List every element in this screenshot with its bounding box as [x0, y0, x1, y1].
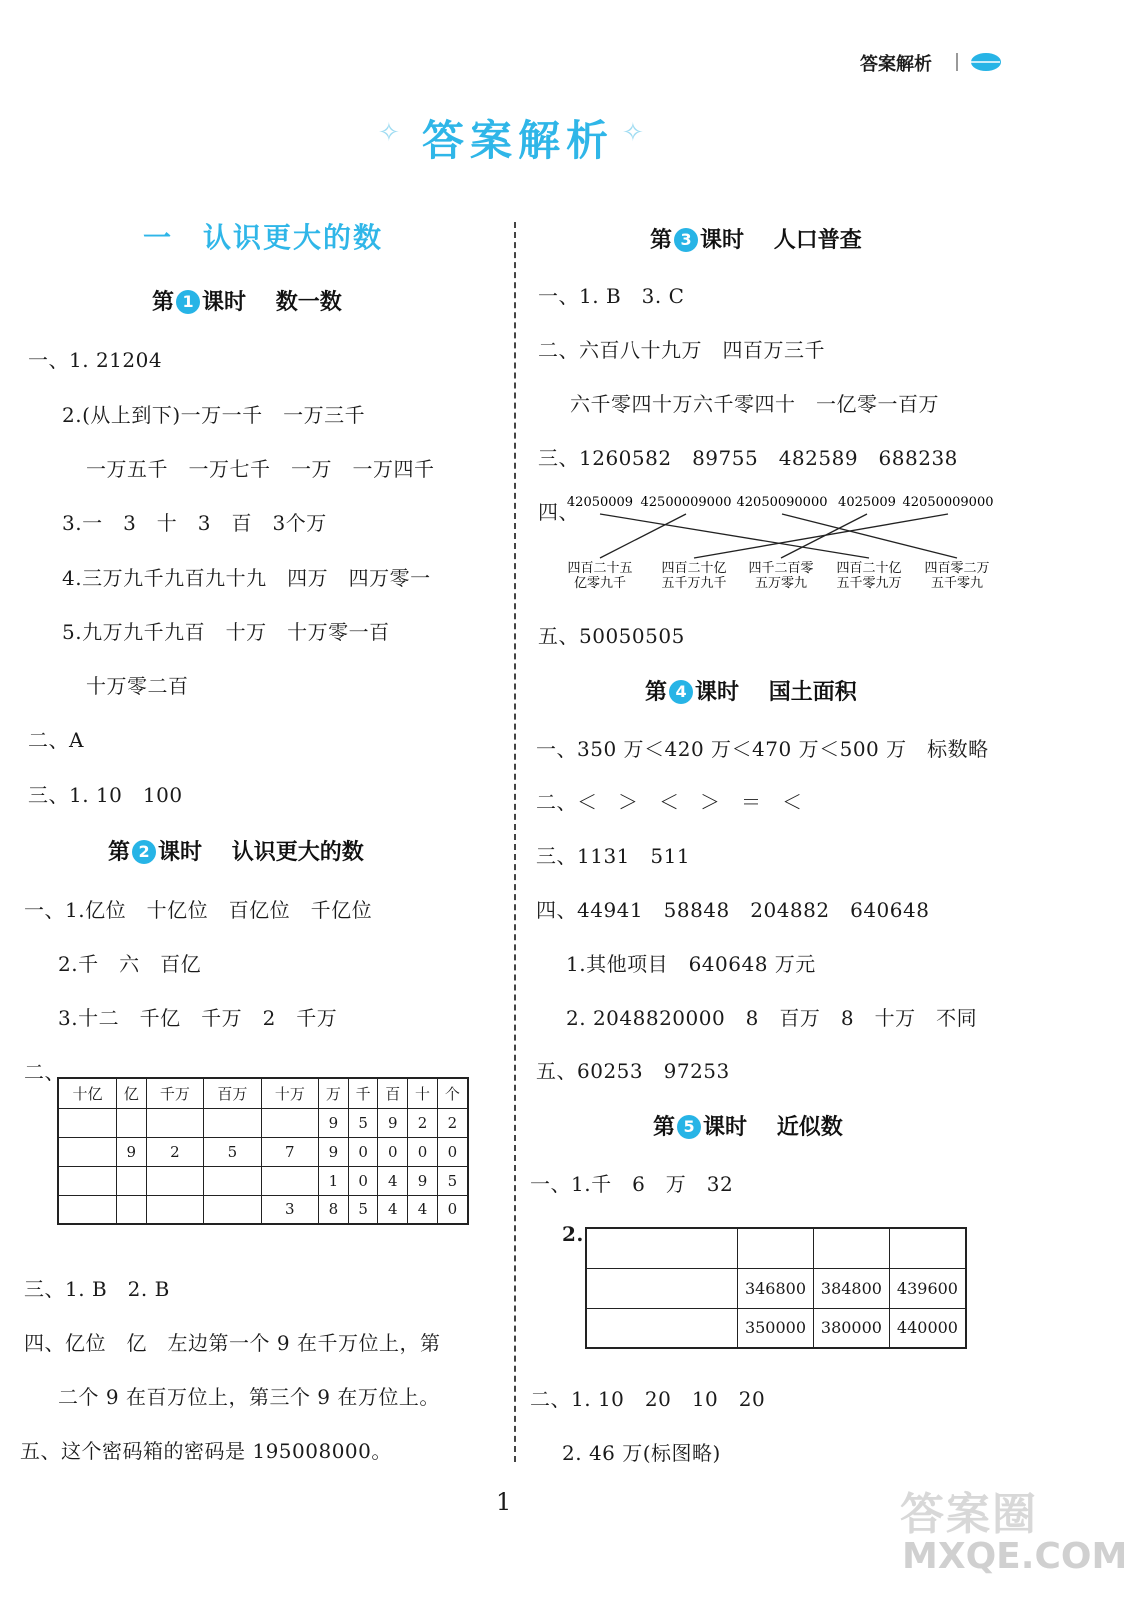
- answer-line: 一、1.亿位 十亿位 百亿位 千亿位: [24, 898, 373, 922]
- answer-line: 一、1. 21204: [28, 348, 163, 372]
- table-cell: [586, 1268, 738, 1308]
- lesson-name: 认识更大的数: [231, 840, 364, 865]
- lesson-number-badge: 1: [176, 290, 200, 314]
- table-header-cell: 万: [319, 1078, 349, 1108]
- answer-line: 五、50050505: [538, 624, 685, 648]
- answer-line: 3.十二 千亿 千万 2 千万: [58, 1006, 338, 1030]
- answer-line: 2.: [562, 1222, 584, 1246]
- table-cell: 0: [348, 1166, 378, 1195]
- table-cell: 380000: [813, 1308, 889, 1348]
- lesson-suffix: 课时: [202, 290, 247, 315]
- lesson-number-badge: 3: [674, 228, 698, 252]
- lesson-prefix: 第: [650, 228, 673, 253]
- table-cell: [58, 1137, 116, 1166]
- match-bottom-label: 四百二十亿: [836, 561, 902, 576]
- answer-line: 三、1131 511: [536, 844, 691, 868]
- lesson-name: 数一数: [275, 290, 342, 315]
- answer-line: 四、亿位 亿 左边第一个 9 在千万位上，第: [24, 1331, 441, 1355]
- watermark-logo: 答案圈: [900, 1489, 1038, 1540]
- answer-line: 三、1. B 2. B: [24, 1277, 170, 1301]
- match-bottom-label: 五千零九: [930, 576, 984, 591]
- lesson-5-heading: [653, 1110, 843, 1141]
- answer-line: 三、1260582 89755 482589 688238: [538, 446, 958, 470]
- table-cell: [116, 1166, 146, 1195]
- answer-line: 六千零四十万六千零四十 一亿零一百万: [570, 392, 939, 416]
- answer-line: 2. 2048820000 8 百万 8 十万 不同: [566, 1006, 978, 1030]
- table-cell: 2: [437, 1108, 468, 1137]
- page-number: 1: [496, 1488, 512, 1516]
- table-cell: 9: [408, 1166, 438, 1195]
- table-cell: [58, 1166, 116, 1195]
- table-cell: [146, 1166, 203, 1195]
- answer-line: 二、1. 10 20 10 20: [530, 1387, 766, 1411]
- table-cell: 7: [261, 1137, 318, 1166]
- approx-table: [585, 1227, 967, 1349]
- table-cell: 5: [348, 1195, 378, 1224]
- answer-line: 1.其他项目 640648 万元: [566, 952, 816, 976]
- lesson-suffix: 课时: [158, 840, 203, 865]
- lesson-4-heading: [645, 675, 857, 706]
- answer-line: 2. 46 万(标图略): [562, 1441, 721, 1465]
- table-cell: 440000: [889, 1308, 966, 1348]
- lesson-number-badge: 5: [677, 1115, 701, 1139]
- table-cell: [116, 1195, 146, 1224]
- lesson-number-badge: 4: [669, 680, 693, 704]
- unit-title: 一 认识更大的数: [143, 221, 384, 254]
- table-cell: 8: [319, 1195, 349, 1224]
- table-cell: 0: [408, 1137, 438, 1166]
- table-cell: 439600: [889, 1268, 966, 1308]
- match-bottom-label: 五万零九: [754, 576, 808, 591]
- table-row: [58, 1166, 468, 1195]
- match-bottom-label: 四百二十五: [567, 561, 633, 576]
- table-header-row: [58, 1078, 468, 1108]
- table-row: [586, 1228, 966, 1268]
- answer-line: 五、这个密码箱的密码是 195008000。: [20, 1439, 392, 1463]
- table-cell: [586, 1308, 738, 1348]
- answer-line: 二、: [24, 1060, 65, 1084]
- match-bottom-label: 亿零九千: [573, 576, 627, 591]
- lesson-suffix: 课时: [703, 1115, 748, 1140]
- lesson-suffix: 课时: [700, 228, 745, 253]
- table-cell: [58, 1108, 116, 1137]
- table-cell: 9: [378, 1108, 408, 1137]
- table-header-cell: 千: [348, 1078, 378, 1108]
- table-cell: [738, 1228, 814, 1268]
- match-bottom-label: 五千零九万: [836, 576, 902, 591]
- table-cell: 0: [348, 1137, 378, 1166]
- lesson-prefix: 第: [645, 680, 668, 705]
- table-row: [586, 1308, 966, 1348]
- table-header-cell: 百: [378, 1078, 408, 1108]
- table-cell: [58, 1195, 116, 1224]
- answer-line: 4.三万九千九百九十九 四万 四万零一: [62, 566, 431, 590]
- lesson-3-heading: [650, 223, 862, 254]
- answer-line: 5.九万九千九百 十万 十万零一百: [62, 620, 390, 644]
- table-cell: [146, 1108, 203, 1137]
- table-cell: [204, 1108, 261, 1137]
- answer-line: 一、1. B 3. C: [538, 284, 685, 308]
- table-cell: 346800: [738, 1268, 814, 1308]
- table-cell: [813, 1228, 889, 1268]
- answer-line: 五、60253 97253: [536, 1059, 730, 1083]
- table-row: [58, 1137, 468, 1166]
- table-cell: 2: [408, 1108, 438, 1137]
- table-row: [58, 1195, 468, 1224]
- table-cell: [889, 1228, 966, 1268]
- match-bottom-label: 四百二十亿: [661, 561, 727, 576]
- title-sparkle-right-icon: ✧: [622, 118, 644, 148]
- table-cell: 0: [378, 1137, 408, 1166]
- lesson-name: 国土面积: [768, 680, 857, 705]
- table-cell: 5: [348, 1108, 378, 1137]
- table-cell: 2: [146, 1137, 203, 1166]
- table-header-cell: 千万: [146, 1078, 203, 1108]
- lesson-number-badge: 2: [132, 840, 156, 864]
- page-title: 答案解析: [422, 116, 615, 165]
- answer-line: 二个 9 在百万位上，第三个 9 在万位上。: [58, 1385, 440, 1409]
- match-link-line: [782, 514, 957, 558]
- table-cell: [261, 1108, 318, 1137]
- table-header-cell: 百万: [204, 1078, 261, 1108]
- table-cell: 4: [378, 1166, 408, 1195]
- table-cell: [261, 1166, 318, 1195]
- table-header-cell: 个: [437, 1078, 468, 1108]
- lesson-prefix: 第: [108, 840, 131, 865]
- table-cell: 350000: [738, 1308, 814, 1348]
- table-header-cell: 十: [408, 1078, 438, 1108]
- table-cell: 9: [319, 1137, 349, 1166]
- lesson-1-heading: [152, 285, 342, 316]
- watermark-url: MXQE.COM: [902, 1536, 1127, 1577]
- match-bottom-label: 四百零二万: [924, 561, 990, 576]
- answer-line: 二、A: [28, 728, 84, 752]
- table-cell: 0: [437, 1195, 468, 1224]
- table-cell: 4: [408, 1195, 438, 1224]
- header-divider: [956, 53, 958, 71]
- match-top-label: 42500009000: [640, 495, 732, 510]
- table-header-cell: 十亿: [58, 1078, 116, 1108]
- table-cell: 9: [319, 1108, 349, 1137]
- match-top-label: 42050090000: [736, 495, 828, 510]
- answer-line: 一万五千 一万七千 一万 一万四千: [86, 457, 435, 481]
- answer-line: 一、1.千 6 万 32: [530, 1172, 734, 1196]
- table-cell: 4: [378, 1195, 408, 1224]
- answer-line: 四、44941 58848 204882 640648: [536, 898, 930, 922]
- table-cell: [586, 1228, 738, 1268]
- column-divider: [514, 222, 516, 1462]
- lesson-2-heading: [108, 835, 364, 866]
- table-cell: [146, 1195, 203, 1224]
- table-cell: 5: [204, 1137, 261, 1166]
- answer-line: 2.千 六 百亿: [58, 952, 202, 976]
- table-cell: 5: [437, 1166, 468, 1195]
- answer-line: 3.一 3 十 3 百 3个万: [62, 511, 327, 535]
- matching-diagram: [560, 490, 1000, 600]
- match-top-label: 4025009: [838, 495, 896, 510]
- table-cell: [116, 1108, 146, 1137]
- table-cell: 9: [116, 1137, 146, 1166]
- answer-line: 二、六百八十九万 四百万三千: [538, 338, 825, 362]
- header-leaf-icon: [962, 50, 1002, 74]
- table-cell: [204, 1166, 261, 1195]
- table-cell: 1: [319, 1166, 349, 1195]
- place-value-table: [57, 1077, 469, 1225]
- answer-line: 四、: [538, 500, 579, 524]
- running-header: 答案解析: [860, 54, 932, 75]
- answer-line: 一、350 万＜420 万＜470 万＜500 万 标数略: [536, 737, 989, 761]
- table-cell: 3: [261, 1195, 318, 1224]
- answer-line: 二、＜ ＞ ＜ ＞ ＝ ＜: [536, 790, 803, 814]
- lesson-name: 近似数: [776, 1115, 843, 1140]
- lesson-name: 人口普查: [773, 228, 862, 253]
- table-header-cell: 十万: [261, 1078, 318, 1108]
- table-cell: 0: [437, 1137, 468, 1166]
- answer-line: 2.(从上到下)一万一千 一万三千: [62, 403, 366, 427]
- lesson-prefix: 第: [653, 1115, 676, 1140]
- lesson-suffix: 课时: [695, 680, 740, 705]
- title-sparkle-left-icon: ✧: [378, 118, 400, 148]
- table-cell: [204, 1195, 261, 1224]
- lesson-prefix: 第: [152, 290, 175, 315]
- match-bottom-label: 四千二百零: [748, 561, 814, 576]
- match-top-label: 42050009000: [902, 495, 994, 510]
- table-header-cell: 亿: [116, 1078, 146, 1108]
- match-top-label: 42050009: [566, 495, 634, 510]
- answer-line: 三、1. 10 100: [28, 783, 183, 807]
- table-row: [586, 1268, 966, 1308]
- table-cell: 384800: [813, 1268, 889, 1308]
- table-row: [58, 1108, 468, 1137]
- answer-line: 十万零二百: [86, 674, 189, 698]
- match-bottom-label: 五千万九千: [661, 576, 727, 591]
